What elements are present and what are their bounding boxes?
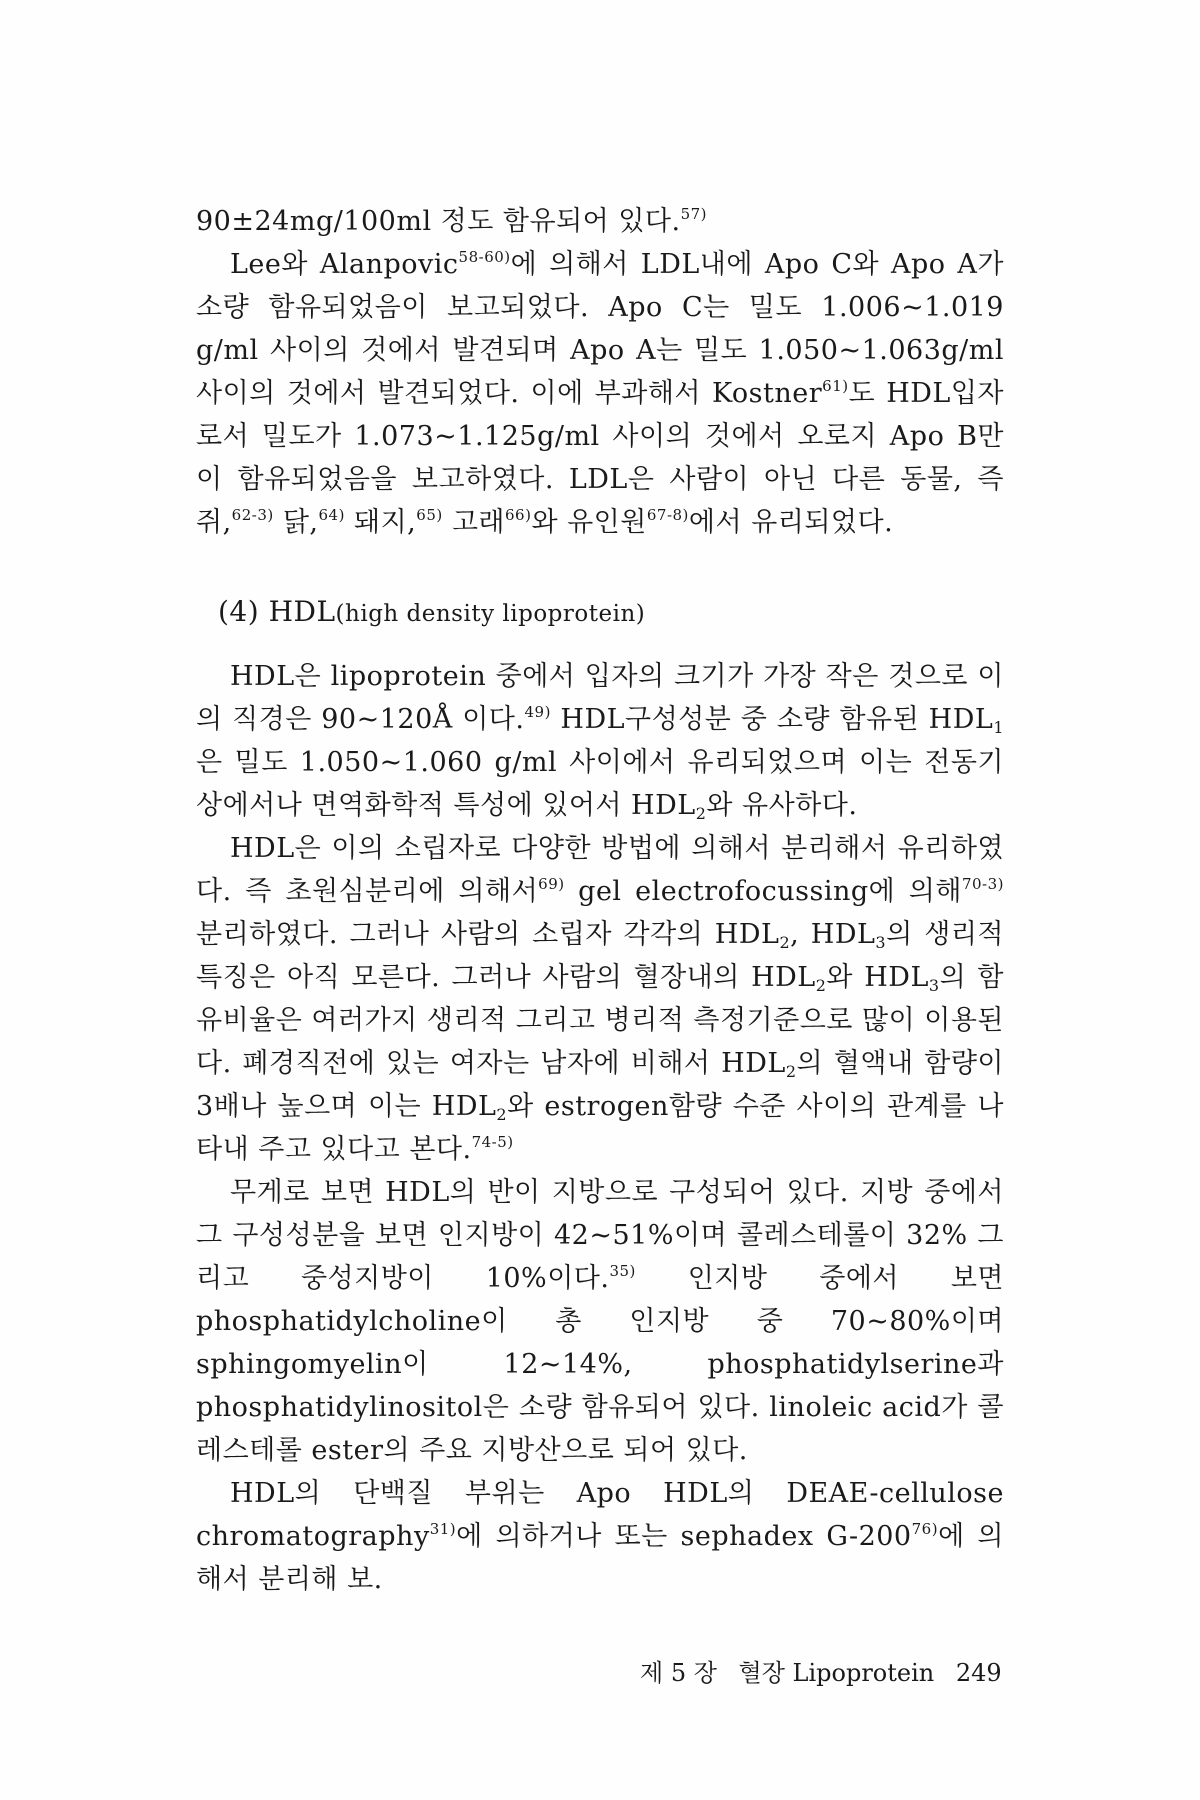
paragraph-hdl-size — [196, 655, 1004, 827]
reference-superscript: 57) — [680, 205, 708, 223]
reference-superscript: 61) — [822, 377, 849, 395]
body-text: 닭, — [273, 507, 319, 538]
subscript: 2 — [785, 1062, 797, 1081]
footer-section: 혈장 Lipoprotein — [738, 1659, 935, 1687]
reference-superscript: 62-3) — [231, 506, 274, 524]
section-heading-block — [196, 590, 1004, 636]
body-text: 와 유인원 — [531, 507, 647, 538]
body-text: 의 생리적 특징은 아직 모른다. 그러나 사람의 혈장내의 HDL — [196, 919, 1004, 993]
body-text: HDL은 이의 소립자로 다양한 방법에 의해서 분리해서 유리하였다. 즉 초원심분리에 의해서 — [196, 833, 1004, 907]
body-text: 은 밀도 1.050~1.060 g/ml 사이에서 유리되었으며 이는 전동기상에서나 면역화학적 특성에 있어서 HDL — [196, 747, 1004, 821]
reference-superscript: 76) — [911, 1520, 939, 1538]
body-text: 의 혈액내 함량이 3배나 높으며 이는 HDL — [196, 1048, 1004, 1122]
subscript: 2 — [695, 804, 707, 823]
reference-superscript: 70-3) — [961, 875, 1004, 893]
section-number: (4) — [218, 595, 260, 628]
subscript: 2 — [496, 1105, 508, 1124]
reference-superscript: 35) — [609, 1262, 636, 1280]
body-text: 90±24mg/100ml 정도 함유되어 있다. — [196, 206, 681, 237]
text-block-hdl — [196, 655, 1004, 1601]
section-full-name: (high density lipoprotein) — [335, 601, 646, 627]
reference-superscript: 74-5) — [471, 1133, 514, 1151]
reference-superscript: 31) — [429, 1520, 457, 1538]
section-heading — [196, 590, 1004, 636]
body-text: 에 의해서 분리해 보. — [196, 1521, 1004, 1595]
page-number: 249 — [955, 1659, 1002, 1687]
paragraph-hdl-lipids — [196, 1171, 1004, 1472]
page-footer — [640, 1658, 1002, 1688]
body-text: 무게로 보면 HDL의 반이 지방으로 구성되어 있다. 지방 중에서 그 구성성분을 보면 인지방이 42~51%이며 콜레스테롤이 32% 그리고 중성지방이 10%이다. — [196, 1177, 1004, 1294]
reference-superscript: 69) — [538, 875, 565, 893]
section-abbreviation: HDL — [268, 595, 336, 628]
paragraph-apo-findings — [196, 243, 1004, 544]
body-text: , HDL — [790, 919, 876, 950]
body-text: HDL의 단백질 부위는 Apo HDL의 DEAE-cellulose chromatography — [196, 1478, 1004, 1552]
reference-superscript: 67-8) — [646, 506, 689, 524]
reference-superscript: 58-60) — [458, 248, 511, 266]
body-text: 인지방 중에서 보면 phosphatidylcholine이 총 인지방 중 70~80%이며 sphingomyelin이 12~14%, phosphatidylserine과 phosphatidylinositol은 소량 함유되어 있다. linoleic acid가 콜레스테롤 ester의 주요 지방산으로 되어 있다. — [196, 1263, 1004, 1466]
body-text: 의 함유비율은 여러가지 생리적 그리고 병리적 측정기준으로 많이 이용된다. 폐경직전에 있는 여자는 남자에 비해서 HDL — [196, 962, 1004, 1079]
reference-superscript: 64) — [318, 506, 345, 524]
body-text: 분리하였다. 그러나 사람의 소립자 각각의 HDL — [196, 919, 780, 950]
reference-superscript: 65) — [416, 506, 443, 524]
subscript: 2 — [779, 933, 791, 952]
text-block-ldl — [196, 200, 1004, 544]
paragraph-hdl-protein — [196, 1472, 1004, 1601]
body-text: 와 HDL — [826, 962, 929, 993]
body-text: 에 의해서 LDL내에 Apo C와 Apo A가 소량 함유되었음이 보고되었다. Apo C는 밀도 1.006~1.019 g/ml 사이의 것에서 발견되며 Apo A는 밀도 1.050~1.063g/ml 사이의 것에서 발견되었다. 이에 부과해서 Kostner — [196, 249, 1004, 409]
body-text: gel electrofocussing에 의해 — [564, 876, 962, 907]
footer-chapter: 제 5 장 — [640, 1659, 717, 1687]
body-text: 에서 유리되었다. — [688, 507, 894, 538]
body-text: 와 유사하다. — [706, 790, 858, 821]
paragraph-ldl-content — [196, 200, 1004, 243]
body-text: 도 HDL입자로서 밀도가 1.073~1.125g/ml 사이의 것에서 오로지 Apo B만이 함유되었음을 보고하였다. LDL은 사람이 아닌 다른 동물, 즉 쥐, — [196, 378, 1004, 538]
body-text: HDL은 lipoprotein 중에서 입자의 크기가 가장 작은 것으로 이의 직경은 90~120Å 이다. — [196, 661, 1004, 735]
body-text: 돼지, — [344, 507, 417, 538]
subscript: 3 — [928, 976, 940, 995]
reference-superscript: 66) — [504, 506, 532, 524]
body-text: Lee와 Alanpovic — [230, 249, 459, 280]
subscript: 1 — [993, 718, 1004, 737]
body-text: 고래 — [442, 507, 505, 538]
body-text: HDL구성성분 중 소량 함유된 HDL — [550, 704, 994, 735]
subscript: 2 — [815, 976, 827, 995]
body-text: 와 estrogen함량 수준 사이의 관계를 나타내 주고 있다고 본다. — [196, 1091, 1004, 1165]
subscript: 3 — [875, 933, 887, 952]
paragraph-hdl-separation — [196, 827, 1004, 1171]
reference-superscript: 49) — [524, 703, 551, 721]
body-text: 에 의하거나 또는 sephadex G-200 — [456, 1521, 912, 1552]
